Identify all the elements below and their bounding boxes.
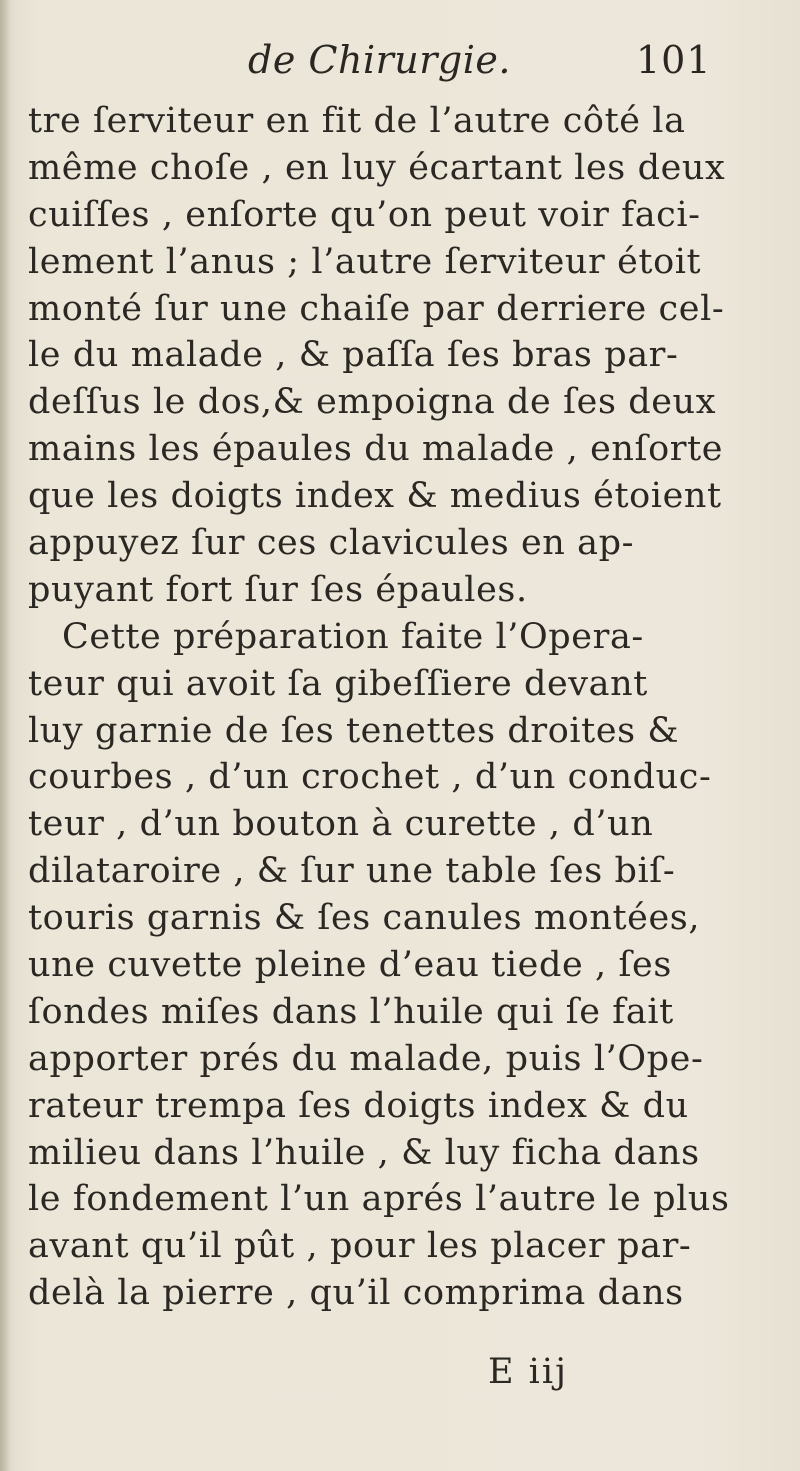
signature-mark: E iij [488,1352,568,1392]
text-line: touris garnis & ſes canules montées, [28,898,701,939]
text-line: cuiſſes , enſorte qu’on peut voir faci- [28,194,701,235]
text-line: monté ſur une chaiſe par derriere cel- [28,288,725,329]
text-line: appuyez ſur ces clavicules en ap- [28,523,635,564]
text-line: que les doigts index & medius étoient [28,476,722,517]
text-line: même choſe , en luy écartant les deux [28,147,726,188]
running-head [0,38,800,98]
paragraph-start-line: Cette préparation faite l’Opera- [62,616,644,657]
text-line: une cuvette pleine d’eau tiede , ſes [28,945,672,986]
text-line: luy garnie de ſes tenettes droites & [28,710,680,751]
text-line: apporter prés du malade, puis l’Ope- [28,1038,704,1079]
text-line: deſſus le dos,& empoigna de ſes deux [28,382,717,423]
text-line: rateur trempa ſes doigts index & du [28,1085,689,1126]
text-line: mains les épaules du malade , enſorte [28,429,724,470]
text-line: dilataroire , & ſur une table ſes biſ- [28,851,676,892]
text-line: teur , d’un bouton à curette , d’un [28,804,654,845]
text-line: teur qui avoit ſa gibeſſiere devant [28,663,648,704]
text-line: le fondement l’un aprés l’autre le plus [28,1179,730,1220]
text-line: avant qu’il pût , pour les placer par- [28,1226,692,1267]
text-line: courbes , d’un crochet , d’un conduc- [28,757,712,798]
gutter-shadow [0,0,10,1471]
text-line: le du malade , & paſſa ſes bras par- [28,335,679,376]
running-title: de Chirurgie. [248,38,511,82]
text-line: delà la pierre , qu’il comprima dans [28,1273,684,1314]
text-line: milieu dans l’huile , & luy ficha dans [28,1132,700,1173]
text-line: tre ſerviteur en fit de l’autre côté la [28,101,686,141]
body-text [28,98,788,1317]
text-line: lement l’anus ; l’autre ſerviteur étoit [28,241,702,282]
text-line: ſondes miſes dans l’huile qui ſe fait [28,991,674,1032]
page-number: 101 [636,38,712,82]
text-line: puyant fort ſur ſes épaules. [28,569,528,610]
